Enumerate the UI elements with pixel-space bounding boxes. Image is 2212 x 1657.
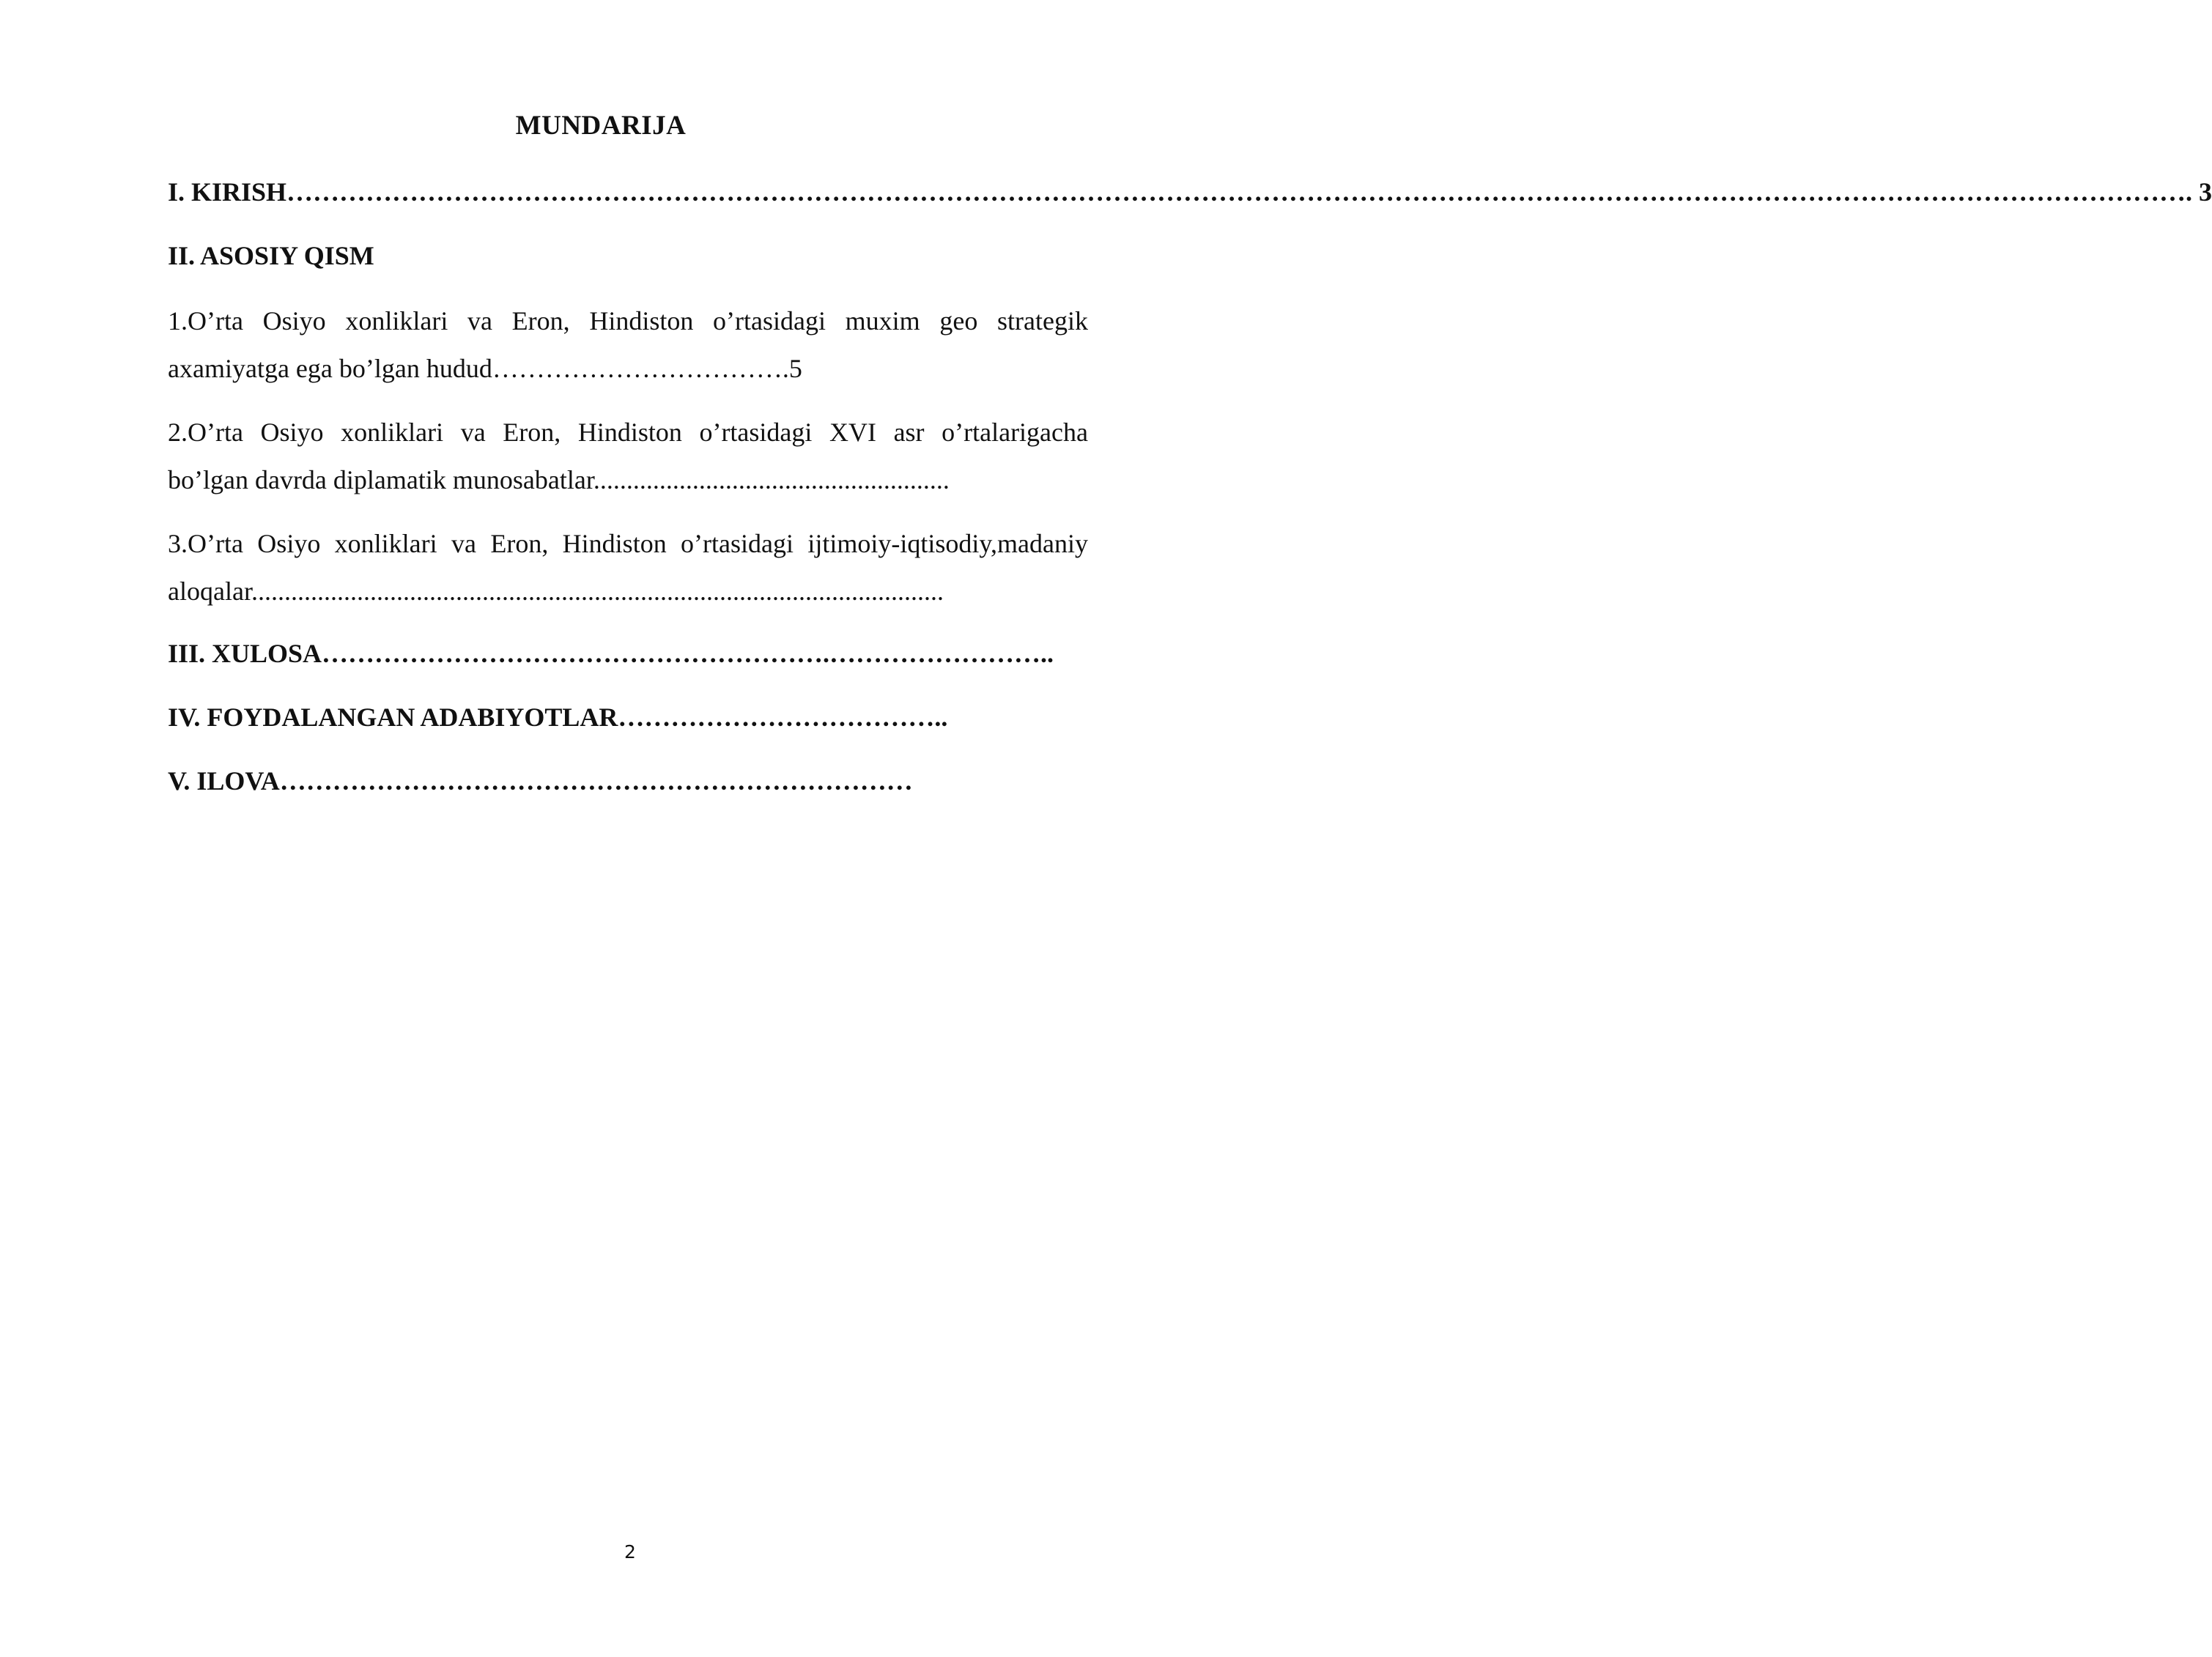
page-title: MUNDARIJA (515, 111, 687, 141)
toc-entry-section-3-line-2: aloqalar......................................................................................................... (168, 577, 944, 606)
toc-entry-section-2 (168, 409, 1088, 504)
toc-entry-section-1 (168, 297, 1088, 393)
toc-entry-section-2-line-1: 2.O’rta Osiyo xonliklari va Eron, Hindiston o’rtasidagi XVI asr o’rtalarigacha (168, 418, 1088, 447)
toc-entry-kirish: I. KIRISH………………………………………………………………………………………………………………………………………………………………………………………………. 3 (168, 177, 2212, 207)
toc-entry-section-3-line-1: 3.O’rta Osiyo xonliklari va Eron, Hindiston o’rtasidagi ijtimoiy-iqtisodiy,madaniy (168, 529, 1088, 558)
toc-entry-section-1-line-1: 1.O’rta Osiyo xonliklari va Eron, Hindiston o’rtasidagi muxim geo strategik (168, 306, 1088, 336)
table-of-contents (168, 170, 2212, 823)
toc-entry-xulosa: III. XULOSA………………………………………………….…………………….. (168, 639, 1054, 668)
toc-entry-section-1-line-2: axamiyatga ega bo’lgan hudud…………………………….5 (168, 354, 802, 383)
page-number: 2 (624, 1541, 636, 1563)
toc-entry-foydalangan-adabiyotlar: IV. FOYDALANGAN ADABIYOTLAR……………………………….. (168, 703, 948, 732)
toc-entry-section-3 (168, 520, 1088, 615)
toc-entry-asosiy-qism: II. ASOSIY QISM (168, 241, 374, 270)
toc-entry-ilova: V. ILOVA……………………………………………………………… (168, 766, 913, 796)
toc-entry-section-2-line-2: bo’lgan davrda diplamatik munosabatlar...................................................... (168, 465, 950, 494)
